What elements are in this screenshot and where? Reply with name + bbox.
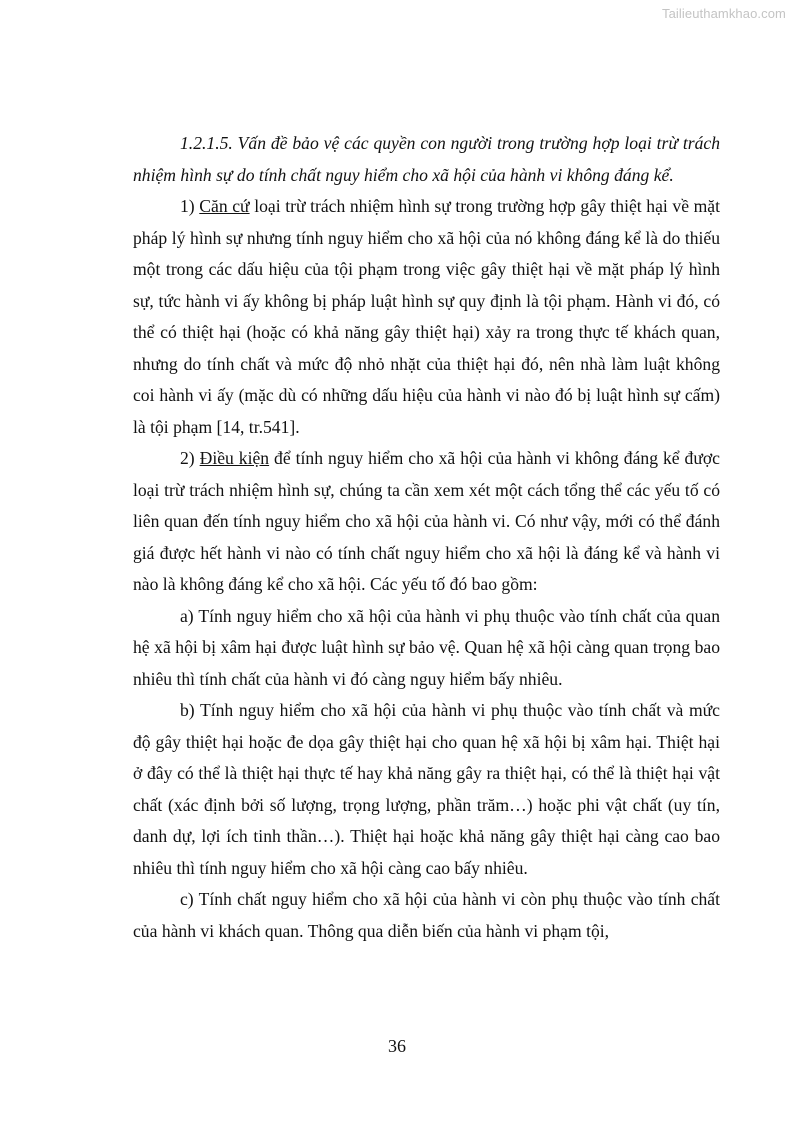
paragraph-factor-b: b) Tính nguy hiểm cho xã hội của hành vi phụ thuộc vào tính chất và mức độ gây thiệt hại hoặc đe dọa gây thiệt hại cho quan hệ xã hội bị xâm hại. Thiệt hại ở đây có thể là thiệt hại thực tế hay khả năng gây ra thiệt hại, có thể là thiệt hại vật chất (xác định bởi số lượng, trọng lượng, phần trăm…) hoặc phi vật chất (uy tín, danh dự, lợi ích tinh thần…). Thiệt hại hoặc khả năng gây thiệt hại càng cao bao nhiêu thì tính nguy hiểm cho xã hội càng cao bấy nhiêu. [133,700,720,878]
section-heading: 1.2.1.5. Vấn đề bảo vệ các quyền con người trong trường hợp loại trừ trách nhiệm hình sự do tính chất nguy hiểm cho xã hội của hành vi không đáng kể. [133,133,720,185]
page-number: 36 [388,1036,406,1056]
paragraph-factor-c: c) Tính chất nguy hiểm cho xã hội của hành vi còn phụ thuộc vào tính chất của hành vi khách quan. Thông qua diễn biến của hành vi phạm tội, [133,889,720,941]
term-conditions: Điều kiện [199,448,270,468]
item-prefix: 2) [180,448,200,468]
paragraph-text: để tính nguy hiểm cho xã hội của hành vi không đáng kể được loại trừ trách nhiệm hình sự, chúng ta cần xem xét một cách tổng thể các yếu tố có liên quan đến tính nguy hiểm cho xã hội của hành vi. Có như vậy, mới có thể đánh giá được hết hành vi nào có tính chất nguy hiểm cho xã hội là đáng kể và hành vi nào là không đáng kể cho xã hội. Các yếu tố đó bao gồm: [133,448,720,594]
item-prefix: 1) [180,196,200,216]
paragraph-basis [133,191,720,443]
paragraph-factor-a: a) Tính nguy hiểm cho xã hội của hành vi phụ thuộc vào tính chất của quan hệ xã hội bị xâm hại được luật hình sự bảo vệ. Quan hệ xã hội càng quan trọng bao nhiêu thì tính chất của hành vi đó càng nguy hiểm bấy nhiêu. [133,605,720,689]
paragraph-text: loại trừ trách nhiệm hình sự trong trường hợp gây thiệt hại về mặt pháp lý hình sự nhưng tính nguy hiểm cho xã hội của nó không đáng kể là do thiếu một trong các dấu hiệu của tội phạm trong việc gây thiệt hại về mặt pháp lý hình sự, tức hành vi ấy không bị pháp luật hình sự quy định là tội phạm. Hành vi đó, có thể có thiệt hại (hoặc có khả năng gây thiệt hại) xảy ra trong thực tế khách quan, nhưng do tính chất và mức độ nhỏ nhặt của thiệt hại đó, nên nhà làm luật không coi hành vi ấy (mặc dù có những dấu hiệu của hành vi nào đó bị luật hình sự cấm) là tội phạm [14, tr.541]. [133,196,720,437]
page-body [133,128,720,947]
watermark: Tailieuthamkhao.com [661,6,786,21]
paragraph-conditions [133,443,720,601]
term-basis: Căn cứ [199,196,250,216]
